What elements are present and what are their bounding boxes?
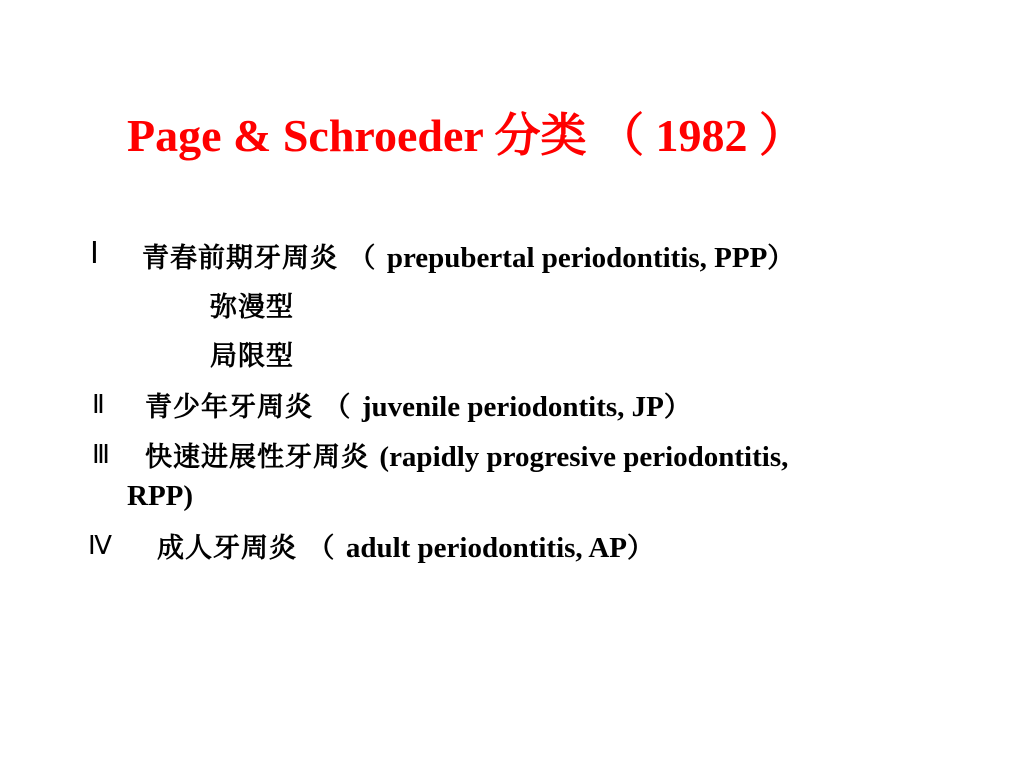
subitem-localized xyxy=(210,339,294,375)
item-2-numeral: Ⅱ xyxy=(92,390,105,420)
item-1-numeral: Ⅰ xyxy=(90,237,99,270)
item-4-chinese: 成人牙周炎 （ xyxy=(157,533,346,564)
subitem-diffuse xyxy=(210,290,294,326)
item-3-chinese: 快速进展性牙周炎 xyxy=(145,442,380,473)
item-3-numeral: Ⅲ xyxy=(92,440,110,470)
item-2-chinese: 青少年牙周炎 （ xyxy=(145,392,362,423)
item-1-close-paren: ） xyxy=(767,243,796,274)
subitem-localized-text: 局限型 xyxy=(210,341,294,372)
item-3-english: (rapidly progresive periodontitis, xyxy=(379,441,789,473)
item-4-close-paren: ） xyxy=(627,533,655,564)
slide-title: Page & Schroeder 分类 （ 1982 ） xyxy=(127,110,806,161)
item-4-numeral: Ⅳ xyxy=(88,531,112,561)
item-4-english: adult periodontitis, AP xyxy=(345,532,627,564)
item-3-text-continued xyxy=(127,478,193,515)
item-3-text xyxy=(145,439,788,476)
item-1-text xyxy=(142,240,795,277)
item-2-english: juvenile periodontits, JP xyxy=(361,391,664,423)
item-1-chinese: 青春前期牙周炎 （ xyxy=(142,243,387,274)
item-2-close-paren: ） xyxy=(663,392,692,423)
subitem-diffuse-text: 弥漫型 xyxy=(210,292,294,323)
item-2-text xyxy=(145,389,692,426)
item-3-english-continued: RPP) xyxy=(127,480,194,512)
item-1-english: prepubertal periodontitis, PPP xyxy=(386,242,768,274)
item-4-text xyxy=(157,530,655,567)
